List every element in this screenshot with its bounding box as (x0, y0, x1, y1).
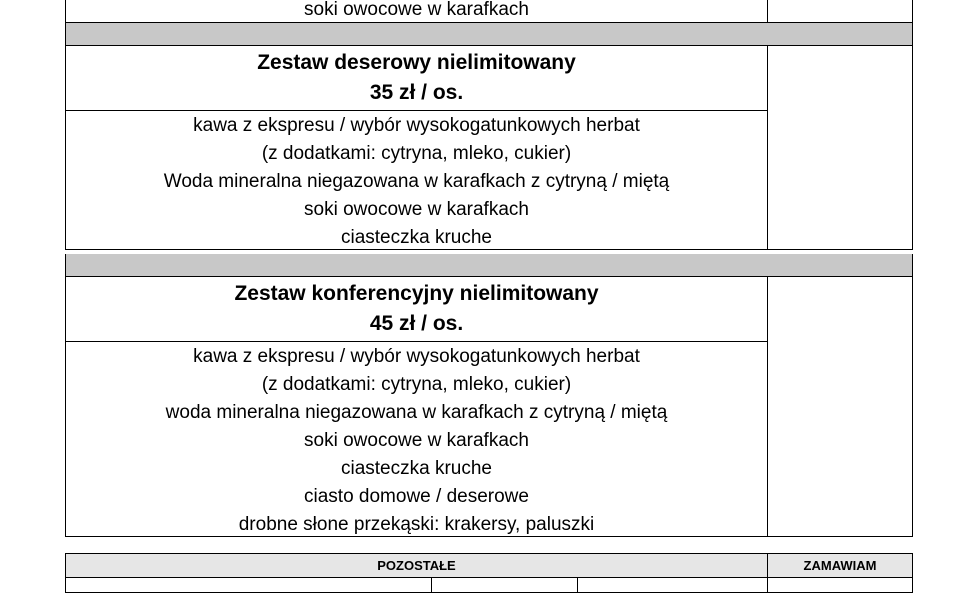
menu-set-description (66, 46, 768, 249)
menu-set-description (66, 277, 768, 536)
menu-set-items (66, 111, 767, 252)
menu-item: Woda mineralna niegazowana w karafkach z cytryną / miętą (163, 171, 670, 192)
other-section-left (66, 554, 768, 592)
previous-set-row (65, 0, 913, 23)
menu-item: woda mineralna niegazowana w karafkach z cytryną / miętą (165, 402, 668, 423)
menu-item: ciasteczka kruche (340, 458, 492, 479)
table-cell (66, 578, 432, 592)
menu-item: kawa z ekspresu / wybór wysokogatunkowych herbat (193, 346, 640, 367)
other-section-right (768, 554, 912, 592)
other-section-table (65, 553, 913, 593)
menu-set-title (66, 277, 767, 342)
menu-set-items (66, 342, 767, 539)
menu-item: (z dodatkami: cytryna, mleko, cukier) (261, 374, 572, 395)
menu-set-price: 45 zł / os. (369, 312, 464, 335)
menu-item: ciasto domowe / deserowe (304, 486, 529, 507)
section-separator (65, 254, 913, 277)
order-cell[interactable] (768, 277, 912, 536)
menu-set-name: Zestaw konferencyjny nielimitowany (234, 282, 599, 305)
menu-item: kawa z ekspresu / wybór wysokogatunkowych herbat (193, 115, 640, 136)
section-separator (65, 23, 913, 46)
menu-item: (z dodatkami: cytryna, mleko, cukier) (261, 143, 572, 164)
menu-item: ciasteczka kruche (340, 227, 492, 248)
other-section-subrow (66, 578, 767, 592)
menu-set-name: Zestaw deserowy nielimitowany (257, 51, 576, 74)
other-section-header: POZOSTAŁE (66, 554, 767, 578)
menu-item: drobne słone przekąski: krakersy, paluszki (238, 514, 595, 535)
table-cell (578, 578, 767, 592)
menu-set-conference (65, 277, 913, 537)
order-cell[interactable] (768, 0, 912, 22)
previous-set-item: soki owocowe w karafkach (66, 0, 768, 22)
order-column-header: ZAMAWIAM (768, 554, 912, 578)
table-cell (432, 578, 578, 592)
order-cell[interactable] (768, 46, 912, 249)
menu-item: soki owocowe w karafkach (304, 430, 529, 451)
menu-item: soki owocowe w karafkach (304, 199, 529, 220)
menu-set-title (66, 46, 767, 111)
menu-set-price: 35 zł / os. (369, 81, 464, 104)
menu-set-dessert (65, 46, 913, 250)
